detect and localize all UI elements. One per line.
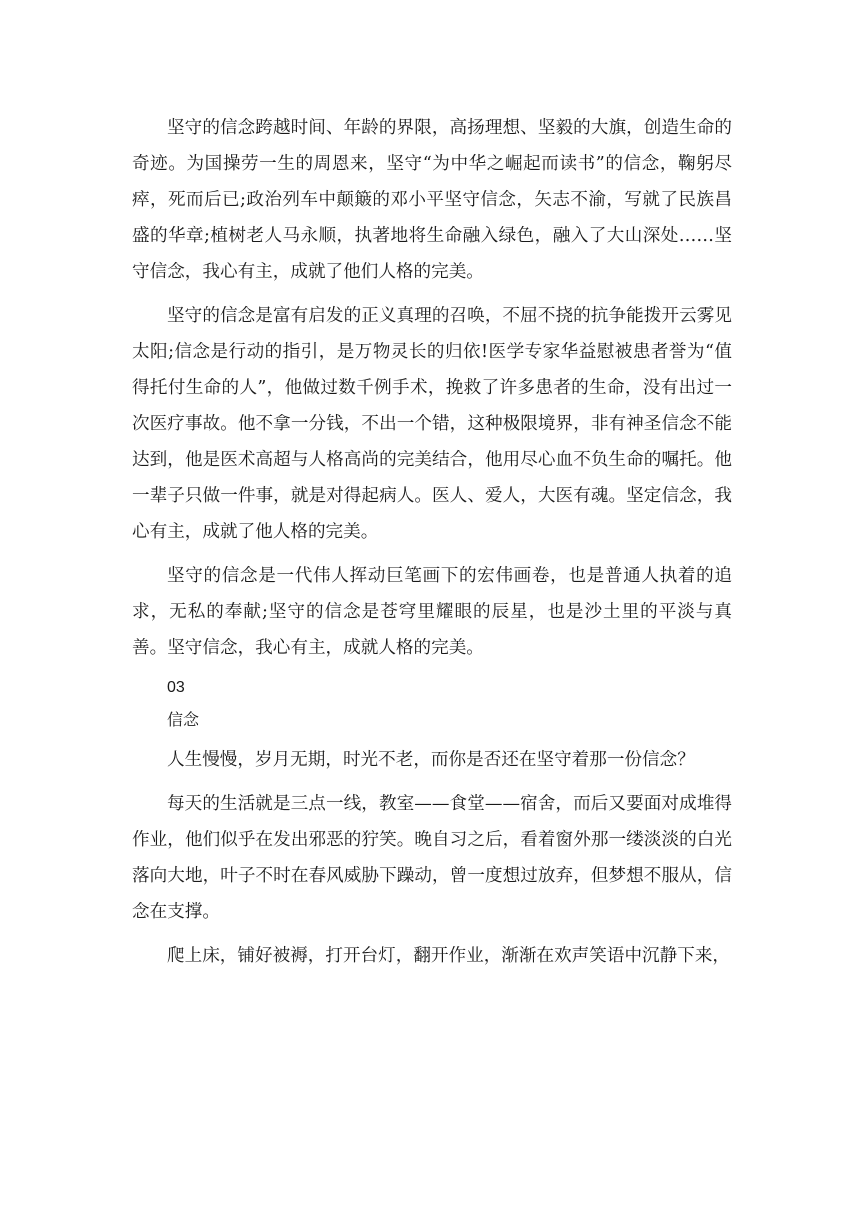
paragraph-evening: 爬上床，铺好被褥，打开台灯，翻开作业，渐渐在欢声笑语中沉静下来，: [167, 946, 731, 966]
section-title: 信念: [167, 710, 200, 729]
paragraph-daily-life: 每天的生活就是三点一线，教室——食堂——宿舍，而后又要面对成堆得作业，他们似乎在发出邪恶的狞笑。晚自习之后，看着窗外那一缕淡淡的白光落向大地，叶子不时在春风威胁下躁动，曾一度想过放弃，但梦想不服从，信念在支撑。: [132, 794, 732, 922]
document-body: [132, 110, 732, 982]
paragraph-belief-history: 坚守的信念跨越时间、年龄的界限，高扬理想、坚毅的大旗，创造生命的奇迹。为国操劳一生的周恩来，坚守“为中华之崛起而读书”的信念，鞠躬尽瘁，死而后已;政治列车中颠簸的邓小平坚守信念，矢志不渝，写就了民族昌盛的华章;植树老人马永顺，执著地将生命融入绿色，融入了大山深处……坚守信念，我心有主，成就了他们人格的完美。: [132, 118, 732, 282]
paragraph-belief-truth: 坚守的信念是富有启发的正义真理的召唤，不屈不挠的抗争能拨开云雾见太阳;信念是行动的指引，是万物灵长的归依!医学专家华益慰被患者誉为“值得托付生命的人”，他做过数千例手术，挽救了许多患者的生命，没有出过一次医疗事故。他不拿一分钱，不出一个错，这种极限境界，非有神圣信念不能达到，他是医术高超与人格高尚的完美结合，他用尽心血不负生命的嘱托。他一辈子只做一件事，就是对得起病人。医人、爱人，大医有魂。坚定信念，我心有主，成就了他人格的完美。: [132, 306, 732, 542]
section-number: 03: [167, 679, 185, 696]
paragraph-life-question: 人生慢慢，岁月无期，时光不老，而你是否还在坚守着那一份信念？: [167, 750, 695, 770]
paragraph-belief-summary: 坚守的信念是一代伟人挥动巨笔画下的宏伟画卷，也是普通人执着的追求，无私的奉献;坚守的信念是苍穹里耀眼的辰星，也是沙土里的平淡与真善。坚守信念，我心有主，成就人格的完美。: [132, 566, 732, 658]
